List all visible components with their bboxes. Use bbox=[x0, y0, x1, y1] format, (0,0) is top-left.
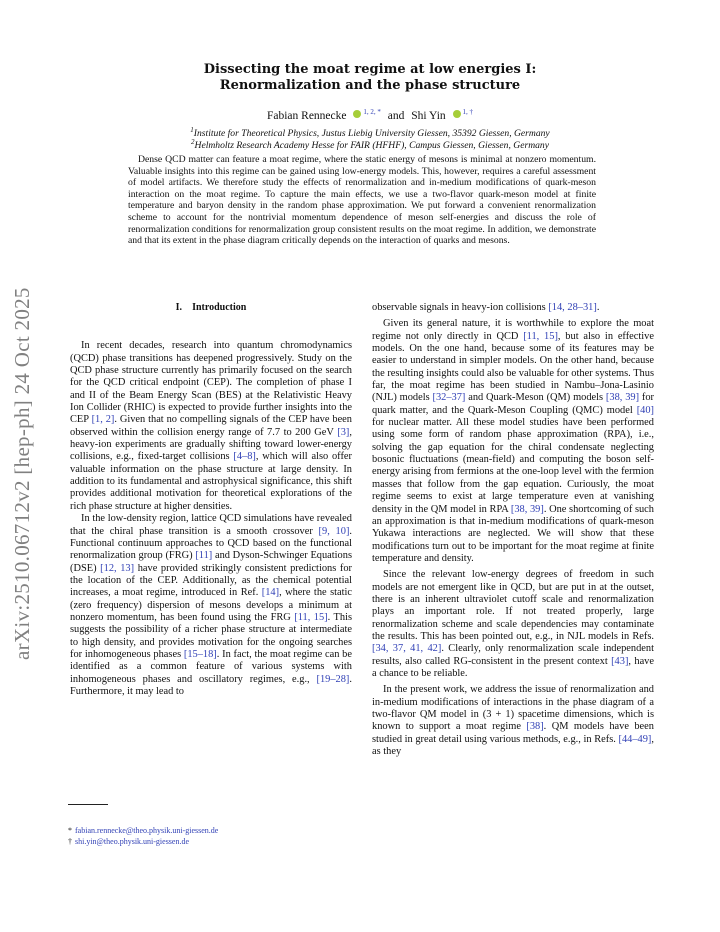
text-run: . This suggests the possibility of a richer phase structure at intermediate to high density, and provides motivation for the ongoing searches for inhomogeneous phases bbox=[70, 611, 353, 660]
text-run: , which will also offer valuable information on the phase structure at large density. In addition to its fundamental and astrophysical significance, this shift provides additional motivation for theoretical explorations of the rich phase structure at higher densities. bbox=[70, 451, 352, 512]
footnote bbox=[68, 837, 350, 848]
arxiv-identifier[interactable]: arXiv:2510.06712v2 [hep-ph] 24 Oct 2025 bbox=[10, 287, 34, 660]
text-run: have provided strikingly consistent predictions for the location of the CEP. Additionally, as the chemical potential increases, a moat regime, introduced in Ref. bbox=[70, 562, 352, 599]
footnote-mark: † bbox=[68, 836, 72, 846]
affiliation-text: Helmholtz Research Academy Hesse for FAIR (HFHF), Campus Giessen, Giessen, Germany bbox=[194, 140, 549, 152]
text-run: . bbox=[596, 302, 600, 313]
title-line-2: Renormalization and the phase structure bbox=[219, 78, 521, 93]
citation-link[interactable]: [44–49] bbox=[618, 733, 652, 745]
citation-link[interactable]: [43] bbox=[611, 655, 629, 667]
section-number: I. bbox=[175, 302, 183, 313]
paragraph bbox=[70, 513, 352, 698]
affiliation-number: 1 bbox=[190, 126, 194, 134]
citation-link[interactable]: [40] bbox=[636, 404, 654, 416]
footnotes bbox=[68, 826, 350, 847]
author-affiliation-marks[interactable]: 1, † bbox=[462, 108, 474, 116]
citation-link[interactable]: [1, 2] bbox=[91, 414, 115, 426]
citation-link[interactable]: [4–8] bbox=[233, 451, 256, 463]
paragraph bbox=[372, 318, 654, 565]
author-name: Fabian Rennecke bbox=[266, 109, 347, 122]
orcid-icon[interactable] bbox=[353, 110, 361, 118]
citation-link[interactable]: [38] bbox=[526, 721, 544, 733]
text-run: Since the relevant low-energy degrees of freedom in such models are not emergent like in QCD, but are put in at the outset, there is an inherent ultraviolet cutoff scale and renormalization plays an important role. If not treated properly, large renormalization scheme and scale dependencies may contaminate the results. This has been pointed out, e.g., in NJL models in Refs. bbox=[372, 569, 654, 642]
text-run: . In fact, the moat regime can be identified as a common feature of various systems with inhomogeneous phases and oscillatory regimes, e.g., bbox=[70, 648, 352, 685]
text-run: , where the static (zero frequency) dispersion of mesons develops a minimum at nonzero momentum, has been found using the FRG bbox=[70, 587, 352, 623]
citation-link[interactable]: [11, 15] bbox=[294, 611, 328, 623]
paragraph bbox=[372, 569, 654, 680]
text-run: for nuclear matter. All these model studies have been performed using some form of random phase approximation (RPA), i.e., solving the gap equation for the chiral condensate neglecting bosonic fluctuations (mean-field) and computing the boson self-energy arising from fermions at the one-loop level with the fermion masses that follow from the gap equation. Curiously, the moat regime seems to exist at large temperature even at vanishing density in the QM model in RPA bbox=[372, 417, 654, 515]
email-link[interactable]: shi.yin@theo.physik.uni-giessen.de bbox=[75, 836, 190, 846]
citation-link[interactable]: [38, 39] bbox=[510, 503, 544, 515]
abstract: Dense QCD matter can feature a moat regime, where the static energy of mesons is minimal at nonzero momentum. Valuable insights into this regime can be gained using low-energy models. This, however, requires a careful assessment of model artifacts. We therefore study the effects of renormalization and in-medium modifications of quark-meson interaction on the moat regime. To capture the main effects, we use a two-flavor quark-meson model at finite temperature and baryon density in the random phase approximation. We put forward a convenient renormalization scheme to account for the nontrivial momentum dependence of meson self-energies and discuss the role of renormalization conditions for renormalization group consistent results on the moat regime. In addition, we demonstrate and that its extent in the phase diagram critically depends on the interaction of quarks and mesons. bbox=[128, 154, 596, 247]
citation-link[interactable]: [11] bbox=[195, 550, 213, 562]
author-name: Shi Yin bbox=[411, 109, 446, 122]
affiliation-text: Institute for Theoretical Physics, Justus Liebig University Giessen, 35392 Giessen, Germany bbox=[193, 128, 550, 140]
citation-link[interactable]: [32–37] bbox=[432, 392, 466, 404]
text-run: , but also in effective models. On the one hand, because some of its features may be easier to understand in simpler models. On the other hand, because the resulting insights could also be valuable for other systems. Thus far, the moat regime has been studied in Nambu–Jona-Lasinio (NJL) models bbox=[372, 330, 654, 404]
text-run: , have a chance to be reliable. bbox=[372, 655, 654, 679]
text-run: Given its general nature, it is worthwhile to explore the moat regime not only directly in QCD bbox=[372, 318, 654, 342]
citation-link[interactable]: [15–18] bbox=[183, 648, 217, 660]
text-run: for quark matter, and the Quark-Meson Coupling (QMC) model bbox=[372, 392, 654, 416]
citation-link[interactable]: [38, 39] bbox=[605, 392, 640, 404]
text-run: and Quark-Meson (QM) models bbox=[465, 392, 606, 404]
citation-link[interactable]: [19–28] bbox=[316, 673, 350, 685]
text-run: . QM models have been studied in great detail using various methods, e.g., in Refs. bbox=[372, 721, 654, 745]
title-line-1: Dissecting the moat regime at low energies I: bbox=[203, 62, 537, 77]
footnote bbox=[68, 826, 350, 837]
citation-link[interactable]: [3] bbox=[337, 426, 350, 438]
right-column bbox=[372, 302, 654, 758]
text-run: observable signals in heavy-ion collisions bbox=[372, 302, 549, 313]
citation-link[interactable]: [11, 15] bbox=[523, 330, 558, 342]
paragraph bbox=[372, 684, 654, 758]
author-conjunction: and bbox=[387, 109, 405, 122]
citation-link[interactable]: [14, 28–31] bbox=[548, 302, 597, 313]
left-column bbox=[70, 302, 352, 698]
text-run: . Furthermore, it may lead to bbox=[70, 673, 352, 697]
text-run: . Clearly, only renormalization scale independent results, also called RG-consistent in the present context bbox=[372, 643, 655, 667]
author-list bbox=[80, 108, 660, 122]
text-run: . Functional continuum approaches to QCD based on the functional renormalization group (FRG) bbox=[70, 525, 353, 562]
text-run: . One shortcoming of such an approximation is that in-medium modifications of quark-meson Yukawa interactions are neglected. We will show that these modifications turn out to be important for the moat regime at finite temperature and density. bbox=[372, 503, 654, 564]
section-heading bbox=[70, 302, 352, 314]
text-run: In recent decades, research into quantum chromodynamics (QCD) phase transitions has deepened progressively. Study on the QCD phase structure currently has primarily focused on the search for the QCD critical endpoint (CEP). The completion of phase I and II of the Beam Energy Scan (BES) at the Relativistic Heavy Ion Collider (RHIC) is expected to provide further insights into the CEP bbox=[70, 340, 352, 426]
text-run: In the low-density region, lattice QCD simulations have revealed that the chiral phase transition is a smooth crossover bbox=[70, 513, 352, 537]
citation-link[interactable]: [34, 37, 41, 42] bbox=[372, 643, 442, 655]
citation-link[interactable]: [12, 13] bbox=[100, 562, 135, 574]
footnote-divider bbox=[68, 804, 108, 805]
text-run: In the present work, we address the issue of renormalization and in-medium modifications of interactions in the phase diagram of a two-flavor QM model in (3 + 1) spacetime dimensions, which is known to support a moat regime bbox=[372, 684, 654, 733]
paragraph bbox=[70, 340, 352, 513]
paper-title bbox=[80, 62, 660, 94]
paragraph bbox=[372, 302, 654, 314]
text-run: . Given that no compelling signals of the CEP have been observed within the collision energy range of 7.7 to 200 GeV bbox=[70, 414, 352, 438]
footnote-mark: * bbox=[68, 826, 72, 835]
orcid-icon[interactable] bbox=[453, 110, 461, 118]
affiliation-number: 2 bbox=[191, 138, 195, 146]
citation-link[interactable]: [14] bbox=[261, 587, 280, 599]
text-run: and Dyson-Schwinger Equations (DSE) bbox=[70, 550, 352, 574]
citation-link[interactable]: [9, 10] bbox=[318, 525, 350, 537]
email-link[interactable]: fabian.rennecke@theo.physik.uni-giessen.de bbox=[75, 826, 219, 835]
author-affiliation-marks[interactable]: 1, 2, * bbox=[363, 108, 381, 116]
text-run: , as they bbox=[372, 733, 654, 758]
text-run: , heavy-ion experiments are gradually shifting toward lower-energy collisions, e.g., fixed-target collisions bbox=[70, 426, 352, 463]
affiliation bbox=[80, 138, 660, 151]
section-title: Introduction bbox=[192, 302, 247, 313]
